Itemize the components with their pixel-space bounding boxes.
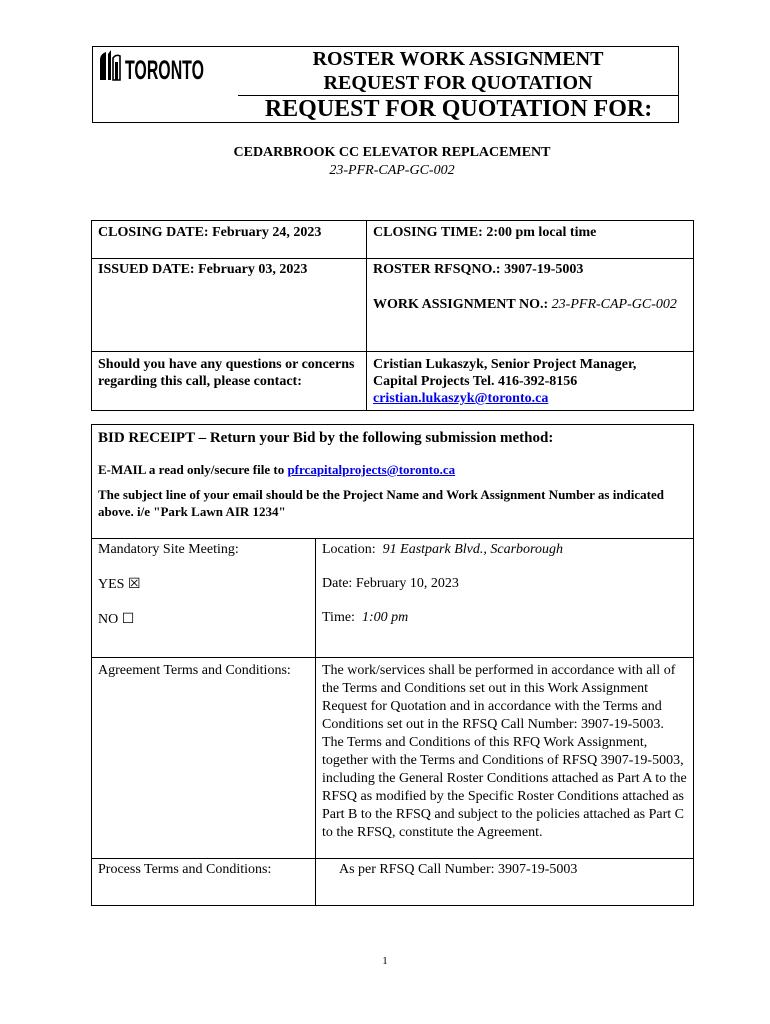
bid-email-link[interactable]: pfrcapitalprojects@toronto.ca <box>287 462 456 477</box>
header-line-2: REQUEST FOR QUOTATION <box>323 72 593 94</box>
header-line-1: ROSTER WORK ASSIGNMENT <box>312 48 604 70</box>
bid-receipt-box <box>91 424 694 539</box>
site-time-value: 1:00 pm <box>361 610 409 625</box>
roster-number: ROSTER RFSQNO.: 3907-19-5003 <box>373 262 584 277</box>
logo-wordmark: TORONTO <box>125 55 204 85</box>
site-details-cell <box>316 539 694 658</box>
project-code: 23-PFR-CAP-GC-002 <box>329 163 455 178</box>
issued-date: ISSUED DATE: February 03, 2023 <box>92 259 367 352</box>
terms-table <box>91 538 694 906</box>
bid-email-line <box>98 462 687 478</box>
roster-cell <box>367 259 694 352</box>
project-name: CEDARBROOK CC ELEVATOR REPLACEMENT <box>233 145 551 160</box>
contact-cell <box>367 352 694 411</box>
site-meeting-label: Mandatory Site Meeting: <box>98 542 239 557</box>
contact-name: Cristian Lukaszyk, Senior Project Manager, <box>373 357 637 372</box>
site-location <box>322 542 687 558</box>
work-assignment-label: WORK ASSIGNMENT NO.: <box>373 297 549 312</box>
closing-date: CLOSING DATE: February 24, 2023 <box>92 221 367 259</box>
contact-phone: Capital Projects Tel. 416-392-8156 <box>373 374 578 389</box>
site-meeting-yes: YES ☒ <box>98 577 141 592</box>
site-meeting-cell <box>92 539 316 658</box>
info-table <box>91 220 694 411</box>
questions-text: Should you have any questions or concerns regarding this call, please contact: <box>92 352 367 411</box>
site-meeting-no: NO ☐ <box>98 612 135 627</box>
site-location-label: Location: <box>322 542 376 557</box>
site-location-value: 91 Eastpark Blvd., Scarborough <box>382 542 563 557</box>
work-assignment <box>373 296 687 314</box>
contact-email-link[interactable]: cristian.lukaszyk@toronto.ca <box>373 391 549 406</box>
toronto-logo <box>98 48 208 85</box>
bid-subject-note: The subject line of your email should be the Project Name and Work Assignment Number as indicated above. i/e "Park Lawn AIR 1234" <box>98 487 665 519</box>
process-label: Process Terms and Conditions: <box>92 859 316 906</box>
header-title: REQUEST FOR QUOTATION FOR: <box>264 96 653 122</box>
bid-heading: BID RECEIPT – Return your Bid by the following submission method: <box>98 430 554 446</box>
agreement-label: Agreement Terms and Conditions: <box>92 658 316 859</box>
page-number: 1 <box>382 955 388 967</box>
work-assignment-value: 23-PFR-CAP-GC-002 <box>551 297 677 312</box>
site-time-label: Time: <box>322 610 355 625</box>
agreement-text: The work/services shall be performed in accordance with all of the Terms and Conditions set out in this Work Assignment Request for Quotation and in accordance with the Terms and Conditions set out in the RFSQ Call Number: 3907-19-5003. The Terms and Conditions of this RFQ Work Assignment, together with the Terms and Conditions of RFSQ 3907-19-5003, including the General Roster Conditions attached as Part A to the RFSQ as modified by the Specific Roster Conditions attached as Part B to the RFSQ and subject to the policies attached as Part C to the RFSQ, constitute the Agreement. <box>316 658 694 859</box>
site-date: Date: February 10, 2023 <box>322 576 459 591</box>
closing-time: CLOSING TIME: 2:00 pm local time <box>367 221 694 259</box>
bid-email-prefix: E-MAIL a read only/secure file to <box>98 462 285 477</box>
process-text: As per RFSQ Call Number: 3907-19-5003 <box>316 859 694 906</box>
site-time <box>322 610 687 626</box>
